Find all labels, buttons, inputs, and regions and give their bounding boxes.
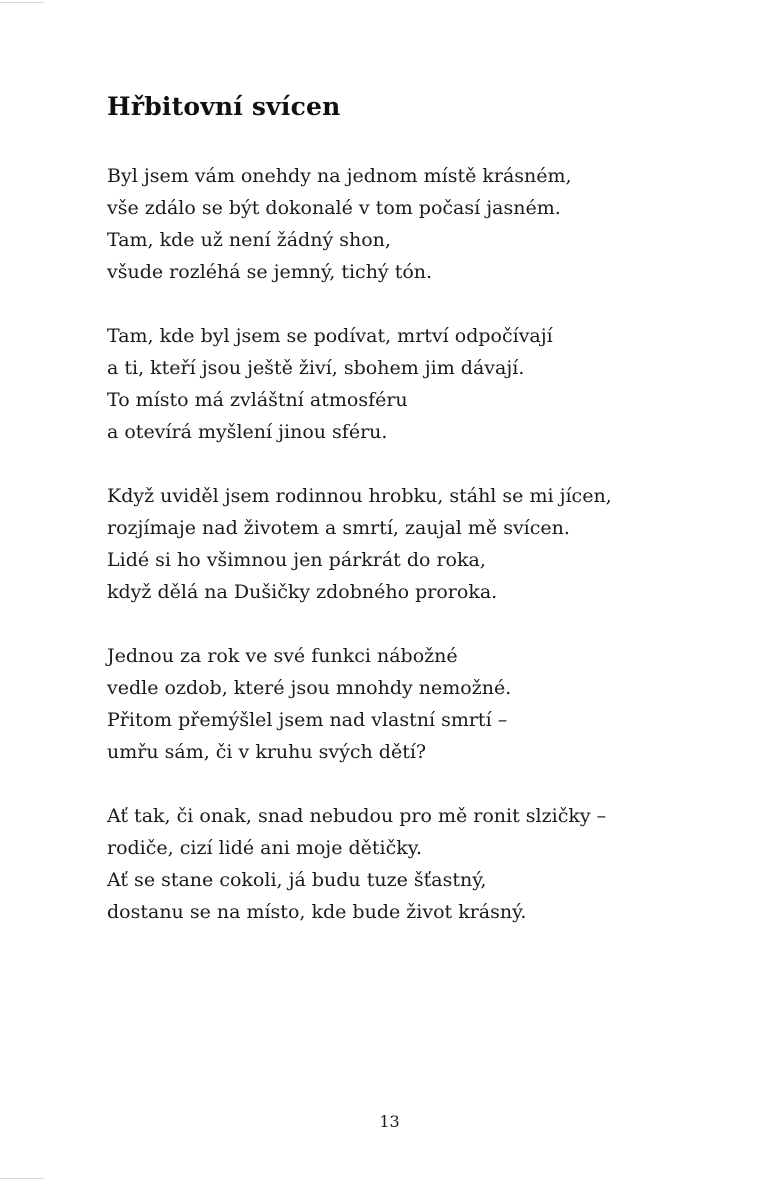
stanza-2 [107,320,707,448]
poem-line: umřu sám, či v kruhu svých dětí? [107,741,427,763]
poem-title: Hřbitovní svícen [107,92,341,121]
stanza-5 [107,800,707,928]
poem-line: dostanu se na místo, kde bude život krásný. [107,901,527,923]
poem-line: Tam, kde byl jsem se podívat, mrtví odpočívají [107,325,553,347]
page-number: 13 [379,1112,400,1131]
poem-line: vše zdálo se být dokonalé v tom počasí jasném. [107,197,561,219]
poem-line: Byl jsem vám onehdy na jednom místě krásném, [107,165,572,187]
stanza-4 [107,640,707,768]
poem-line: Jednou za rok ve své funkci nábožné [107,645,458,667]
poem-line: když dělá na Dušičky zdobného proroka. [107,581,498,603]
stanza-3 [107,480,707,608]
poem-body [107,160,707,928]
book-page [107,88,707,960]
poem-line: rozjímaje nad životem a smrtí, zaujal mě svícen. [107,517,570,539]
poem-line: vedle ozdob, které jsou mnohdy nemožné. [107,677,512,699]
poem-line: Ať tak, či onak, snad nebudou pro mě ronit slzičky – [107,805,607,827]
poem-line: Lidé si ho všimnou jen párkrát do roka, [107,549,486,571]
poem-line: Když uviděl jsem rodinnou hrobku, stáhl se mi jícen, [107,485,612,507]
poem-line: a ti, kteří jsou ještě živí, sbohem jim dávají. [107,357,525,379]
crop-mark-bottom [0,1178,44,1179]
crop-mark-top [0,2,44,3]
poem-line: To místo má zvláštní atmosféru [107,389,408,411]
poem-line: Tam, kde už není žádný shon, [107,229,391,251]
poem-line: Ať se stane cokoli, já budu tuze šťastný, [107,869,487,891]
poem-line: a otevírá myšlení jinou sféru. [107,421,388,443]
stanza-1 [107,160,707,288]
poem-line: rodiče, cizí lidé ani moje dětičky. [107,837,423,859]
poem-line: všude rozléhá se jemný, tichý tón. [107,261,433,283]
poem-line: Přitom přemýšlel jsem nad vlastní smrtí – [107,709,508,731]
